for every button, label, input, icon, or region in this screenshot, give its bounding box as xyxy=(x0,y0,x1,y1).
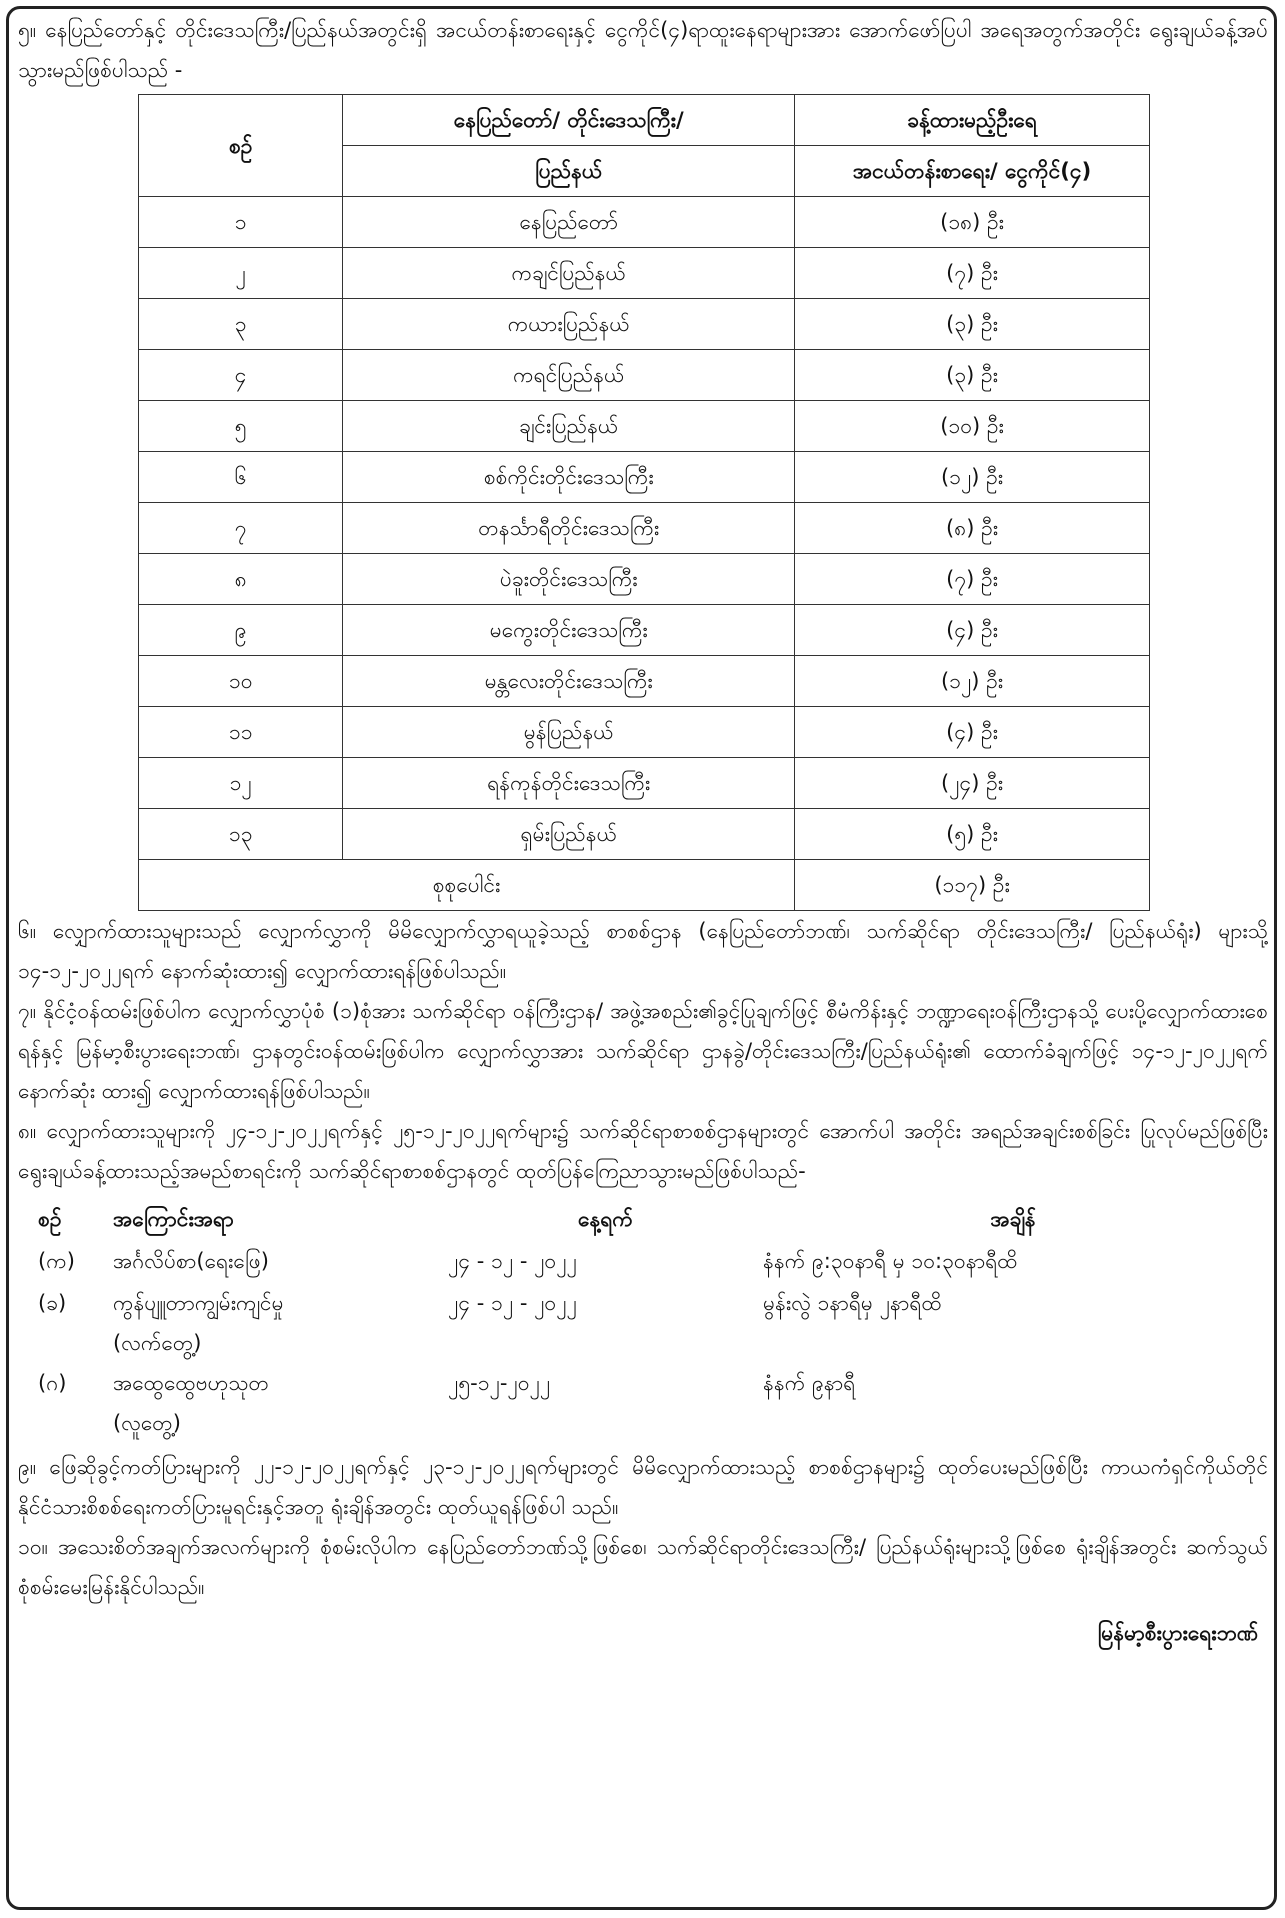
quota-table-row xyxy=(139,299,1150,350)
header-count-line1: ခန့်ထားမည့်ဦးရေ xyxy=(795,95,1150,146)
total-label: စုစုပေါင်း xyxy=(139,860,795,911)
quota-table-row xyxy=(139,452,1150,503)
schedule-row-no: (ခ) xyxy=(38,1291,67,1315)
paragraph-8: ၈။ လျှောက်ထားသူများကို ၂၄-၁၂-၂၀၂၂ရက်နှင့် ၂၅-၁၂-၂၀၂၂ရက်များ၌ သက်ဆိုင်ရာစာစစ်ဌာနများတွင် အောက်ပါ အတိုင်း အရည်အချင်းစစ်ခြင်း ပြုလုပ်မည်ဖြစ်ပြီး ရွေးချယ်ခန့်ထားသည့်အမည်စာရင်းကို သက်ဆိုင်ရာစာစစ်ဌာနတွင် ထုတ်ပြန်ကြေညာသွားမည်ဖြစ်ပါသည်- xyxy=(18,1119,1268,1183)
quota-row-region: ရန်ကုန်တိုင်းဒေသကြီး xyxy=(343,758,795,809)
quota-row-region: ကယားပြည်နယ် xyxy=(343,299,795,350)
schedule-row-no: (က) xyxy=(38,1249,75,1273)
quota-row-no: ၁၃ xyxy=(139,809,343,860)
quota-row-count: (၁၈) ဦး xyxy=(795,197,1150,248)
schedule-row-time: မွန်းလွဲ ၁နာရီမှ ၂နာရီထိ xyxy=(763,1291,942,1315)
header-region-line1: နေပြည်တော်/ တိုင်းဒေသကြီး/ xyxy=(343,95,795,146)
schedule-row xyxy=(18,1283,1268,1363)
schedule-row-subject-line2: (လက်တွေ့) xyxy=(113,1331,202,1355)
quota-table-row xyxy=(139,605,1150,656)
quota-table-row xyxy=(139,248,1150,299)
schedule-row-subject xyxy=(113,1363,448,1443)
paragraph-6: ၆။ လျှောက်ထားသူများသည် လျှောက်လွှာကို မိမိလျှောက်လွှာရယူခဲ့သည့် စာစစ်ဌာန (နေပြည်တော်ဘဏ်၊ သက်ဆိုင်ရာ တိုင်းဒေသကြီး/ ပြည်နယ်ရုံး) များသို့ ၁၄-၁၂-၂၀၂၂ရက် နောက်ဆုံးထား၍ လျှောက်ထားရန်ဖြစ်ပါသည်။ xyxy=(18,919,1268,983)
quota-row-region: ကရင်ပြည်နယ် xyxy=(343,350,795,401)
quota-table-row xyxy=(139,197,1150,248)
quota-row-no: ၂ xyxy=(139,248,343,299)
schedule-body xyxy=(18,1241,1268,1443)
quota-row-no: ၁၀ xyxy=(139,656,343,707)
schedule-row xyxy=(18,1363,1268,1443)
quota-row-no: ၁၁ xyxy=(139,707,343,758)
schedule-table xyxy=(18,1199,1268,1443)
paragraph-9: ၉။ ဖြေဆိုခွင့်ကတ်ပြားများကို ၂၂-၁၂-၂၀၂၂ရက်နှင့် ၂၃-၁၂-၂၀၂၂ရက်များတွင် မိမိလျှောက်ထားသည့် စာစစ်ဌာနများ၌ ထုတ်ပေးမည်ဖြစ်ပြီး ကာယကံရှင်ကိုယ်တိုင် နိုင်ငံသားစိစစ်ရေးကတ်ပြားမူရင်းနှင့်အတူ ရုံးချိန်အတွင်း ထုတ်ယူရန်ဖြစ်ပါ သည်။ xyxy=(18,1455,1268,1519)
schedule-row-date: ၂၄ - ၁၂ - ၂၀၂၂ xyxy=(448,1291,577,1315)
schedule-row-subject xyxy=(113,1241,448,1281)
quota-table-row xyxy=(139,656,1150,707)
schedule-row-time: နံနက် ၉:၃၀နာရီ မှ ၁၀:၃၀နာရီထိ xyxy=(763,1249,1018,1273)
quota-row-count: (၄) ဦး xyxy=(795,605,1150,656)
header-no: စဉ် xyxy=(139,95,343,197)
quota-total-row xyxy=(139,860,1150,911)
quota-row-count: (၇) ဦး xyxy=(795,554,1150,605)
quota-row-no: ၅ xyxy=(139,401,343,452)
quota-row-count: (၈) ဦး xyxy=(795,503,1150,554)
schedule-row-time: နံနက် ၉နာရီ xyxy=(763,1371,856,1395)
schedule-header-date: နေ့ရက် xyxy=(578,1207,633,1231)
schedule-row-date: ၂၄ - ၁၂ - ၂၀၂၂ xyxy=(448,1249,577,1273)
schedule-header-time: အချိန် xyxy=(990,1207,1036,1231)
quota-row-region: နေပြည်တော် xyxy=(343,197,795,248)
quota-table-row xyxy=(139,503,1150,554)
quota-row-region: ပဲခူးတိုင်းဒေသကြီး xyxy=(343,554,795,605)
header-count-line2: အငယ်တန်းစာရေး/ ငွေကိုင်(၄) xyxy=(795,146,1150,197)
quota-row-no: ၄ xyxy=(139,350,343,401)
quota-row-count: (၂၄) ဦး xyxy=(795,758,1150,809)
quota-table-row xyxy=(139,554,1150,605)
schedule-header-subject: အကြောင်းအရာ xyxy=(113,1207,234,1231)
paragraph-7: ၇။ နိုင်ငံ့ဝန်ထမ်းဖြစ်ပါက လျှောက်လွှာပုံစံ (၁)စုံအား သက်ဆိုင်ရာ ဝန်ကြီးဌာန/ အဖွဲ့အစည်း၏ခွင့်ပြုချက်ဖြင့် စီမံကိန်းနှင့် ဘဏ္ဍာရေးဝန်ကြီးဌာနသို့ ပေးပို့လျှောက်ထားစေရန်နှင့် မြန်မာ့စီးပွားရေးဘဏ်၊ ဌာနတွင်းဝန်ထမ်းဖြစ်ပါက လျှောက်လွှာအား သက်ဆိုင်ရာ ဌာနခွဲ/တိုင်းဒေသကြီး/ပြည်နယ်ရုံး၏ ထောက်ခံချက်ဖြင့် ၁၄-၁၂-၂၀၂၂ရက် နောက်ဆုံး ထား၍ လျှောက်ထားရန်ဖြစ်ပါသည်။ xyxy=(18,999,1268,1103)
quota-row-count: (၁၂) ဦး xyxy=(795,452,1150,503)
issuer-signoff: မြန်မာ့စီးပွားရေးဘဏ် xyxy=(1097,1621,1258,1645)
schedule-row-subject-line1: ကွန်ပျူတာကျွမ်းကျင်မှု xyxy=(113,1291,284,1315)
quota-row-no: ၉ xyxy=(139,605,343,656)
quota-table-row xyxy=(139,350,1150,401)
quota-row-no: ၁၂ xyxy=(139,758,343,809)
quota-row-region: ချင်းပြည်နယ် xyxy=(343,401,795,452)
quota-row-region: မန္တလေးတိုင်းဒေသကြီး xyxy=(343,656,795,707)
quota-table-row xyxy=(139,707,1150,758)
quota-row-region: တနင်္သာရီတိုင်းဒေသကြီး xyxy=(343,503,795,554)
quota-row-region: ကချင်ပြည်နယ် xyxy=(343,248,795,299)
quota-row-no: ၁ xyxy=(139,197,343,248)
total-count: (၁၁၇) ဦး xyxy=(795,860,1150,911)
quota-row-region: မကွေးတိုင်းဒေသကြီး xyxy=(343,605,795,656)
schedule-row-no: (ဂ) xyxy=(38,1371,67,1395)
quota-table-header-row xyxy=(139,95,1150,146)
schedule-header-no: စဉ် xyxy=(38,1207,62,1231)
schedule-row-date: ၂၅-၁၂-၂၀၂၂ xyxy=(448,1371,551,1395)
schedule-row-subject-line1: အထွေထွေဗဟုသုတ xyxy=(113,1371,269,1395)
quota-row-count: (၁၀) ဦး xyxy=(795,401,1150,452)
quota-table-row xyxy=(139,809,1150,860)
schedule-header-row xyxy=(18,1199,1268,1241)
quota-row-no: ၇ xyxy=(139,503,343,554)
quota-row-count: (၅) ဦး xyxy=(795,809,1150,860)
quota-table-row xyxy=(139,401,1150,452)
schedule-row-subject-line2: (လူတွေ့) xyxy=(113,1411,181,1435)
quota-row-region: မွန်ပြည်နယ် xyxy=(343,707,795,758)
paragraph-5: ၅။ နေပြည်တော်နှင့် တိုင်းဒေသကြီး/ပြည်နယ်အတွင်းရှိ အငယ်တန်းစာရေးနှင့် ငွေကိုင်(၄)ရာထူးနေရာများအား အောက်ဖော်ပြပါ အရေအတွက်အတိုင်း ရွေးချယ်ခန့်အပ်သွားမည်ဖြစ်ပါသည် - xyxy=(18,18,1268,82)
quota-row-count: (၃) ဦး xyxy=(795,350,1150,401)
quota-row-region: စစ်ကိုင်းတိုင်းဒေသကြီး xyxy=(343,452,795,503)
quota-row-region: ရှမ်းပြည်နယ် xyxy=(343,809,795,860)
schedule-row xyxy=(18,1241,1268,1283)
quota-row-count: (၇) ဦး xyxy=(795,248,1150,299)
quota-row-no: ၈ xyxy=(139,554,343,605)
quota-row-no: ၆ xyxy=(139,452,343,503)
quota-table xyxy=(138,94,1150,911)
quota-row-no: ၃ xyxy=(139,299,343,350)
quota-row-count: (၃) ဦး xyxy=(795,299,1150,350)
schedule-row-subject-line1: အင်္ဂလိပ်စာ(ရေးဖြေ) xyxy=(113,1249,269,1273)
schedule-row-subject xyxy=(113,1283,448,1363)
quota-table-row xyxy=(139,758,1150,809)
quota-table-body xyxy=(139,197,1150,860)
quota-row-count: (၄) ဦး xyxy=(795,707,1150,758)
header-region-line2: ပြည်နယ် xyxy=(343,146,795,197)
announcement-page xyxy=(18,10,1268,1653)
quota-row-count: (၁၂) ဦး xyxy=(795,656,1150,707)
paragraph-10: ၁၀။ အသေးစိတ်အချက်အလက်များကို စုံစမ်းလိုပါက နေပြည်တော်ဘဏ်သို့ဖြစ်စေ၊ သက်ဆိုင်ရာတိုင်းဒေသကြီး/ ပြည်နယ်ရုံးများသို့ဖြစ်စေ ရုံးချိန်အတွင်း ဆက်သွယ်စုံစမ်းမေးမြန်းနိုင်ပါသည်။ xyxy=(18,1535,1268,1599)
